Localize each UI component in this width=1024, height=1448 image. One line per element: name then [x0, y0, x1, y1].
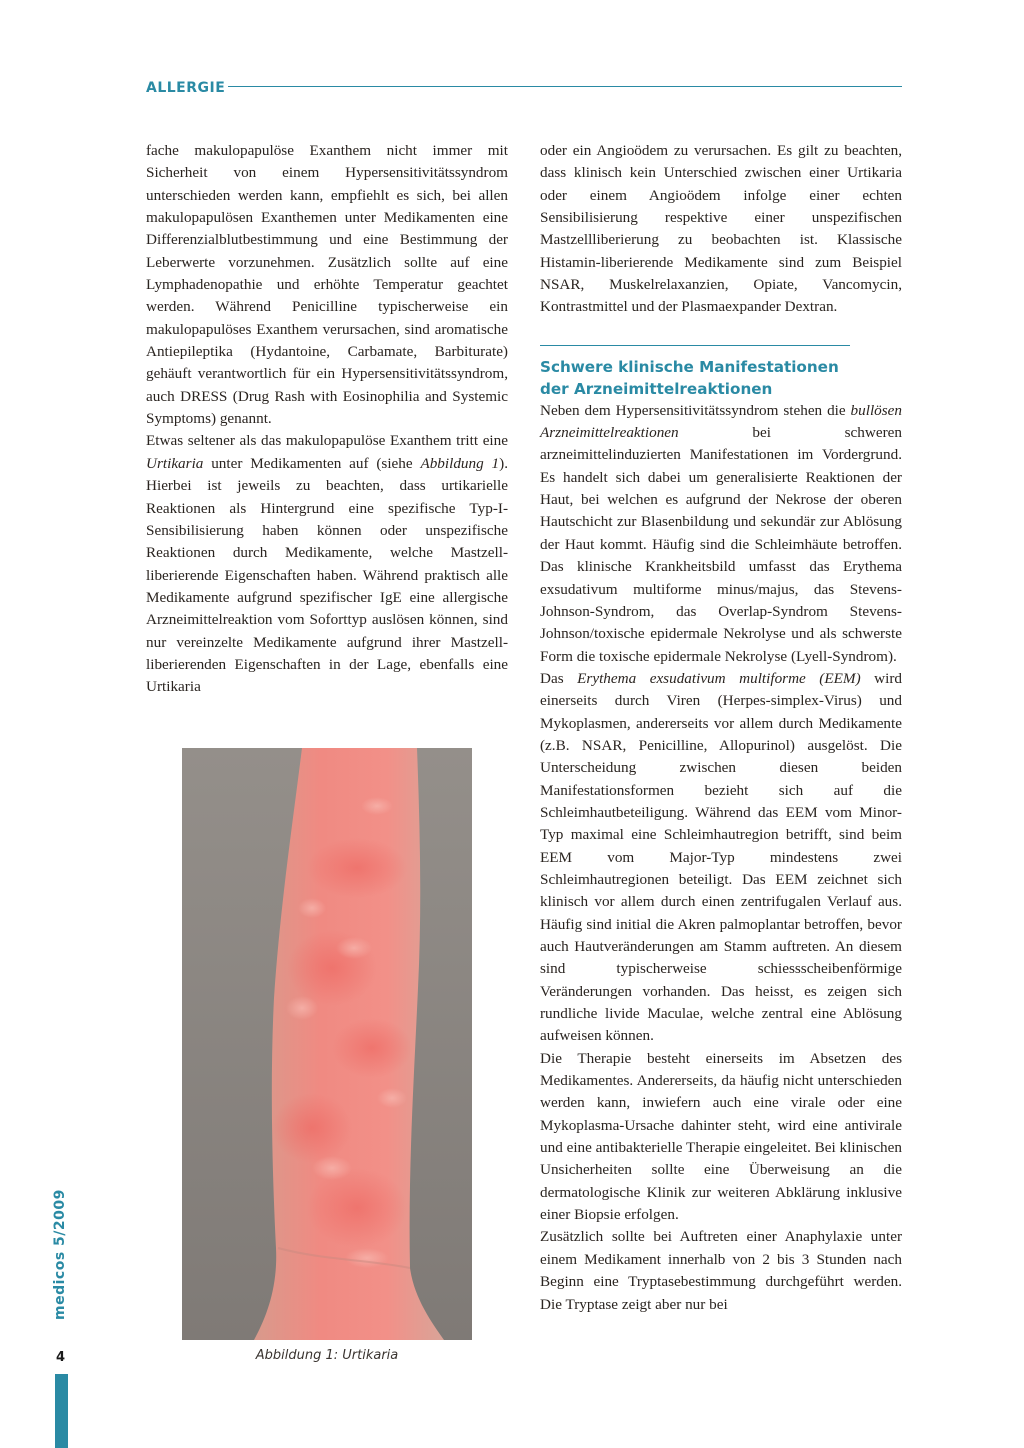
right-column [540, 140, 902, 1316]
section-heading-line1: Schwere klinische Manifestationen [540, 357, 839, 376]
urticaria-photo [182, 748, 472, 1340]
emphasis-text: Urtikaria [146, 454, 204, 472]
emphasis-text: Abbildung 1 [420, 454, 500, 472]
body-text: Zusätzlich sollte bei Auftreten einer Anaphylaxie unter einem Medikament innerhalb von 2 bis 3 Stunden nach Beginn eine Tryptasebestimmung durchgeführt werden. Die Tryptase zeigt aber nur bei [540, 1228, 902, 1313]
body-text: wird einerseits durch Viren (Herpes-simplex-Virus) und Mykoplasmen, andererseits vor allem durch Medikamente (z.B. NSAR, Penicilline, Allopurinol) ausgelöst. Die Unterscheidung zwischen diesen beiden Manifestationsformen bezieht sich auf die Schleimhautbeteiligung. Während das EEM vom Minor-Typ maximal eine Schleimhautregion betrifft, sind beim EEM vom Major-Typ mindestens zwei Schleimhautregionen beteiligt. Das EEM zeichnet sich klinisch vor allem durch einen zentrifugalen Verlauf aus. Häufig sind initial die Akren palmoplantar betroffen, bevor auch Hautveränderungen am Stamm auftreten. An diesem sind typischerweise schiessscheibenförmige Veränderungen vorhanden. Das heisst, es zeigen sich rundliche livide Maculae, welche zentral eine Ablösung aufweisen können. [540, 669, 902, 1045]
figure-caption: Abbildung 1: Urtikaria [255, 1348, 399, 1363]
header-rule [228, 86, 902, 87]
body-text: Etwas seltener als das makulopapulöse Exanthem tritt eine [146, 432, 508, 450]
section-heading [540, 356, 902, 400]
accent-bar [55, 1374, 68, 1448]
right-column-body [540, 400, 902, 1316]
paragraph [146, 140, 508, 430]
section-divider [540, 345, 850, 346]
body-text: ). Hierbei ist jeweils zu beachten, dass urtikarielle Reaktionen als Hintergrund eine spezifische Typ-I-Sensibilisierung haben können oder unspezifische Reaktionen durch Medikamente, welche Mastzell-liberierende Eigenschaften haben. Während praktisch alle Medikamente aufgrund spezifischer IgE eine allergische Arzneimittelreaktion vom Soforttyp auslösen können, sind nur vereinzelte Medikamente aufgrund ihrer Mastzell-liberierenden Eigenschaften in der Lage, ebenfalls eine Urtikaria [146, 454, 508, 696]
paragraph [540, 668, 902, 1048]
left-column [146, 140, 508, 699]
page-number: 4 [56, 1350, 66, 1365]
section-label: ALLERGIE [146, 80, 226, 96]
paragraph [540, 1226, 902, 1315]
paragraph [146, 430, 508, 698]
body-text: unter Medikamenten auf (siehe [203, 454, 421, 472]
emphasis-text: Erythema exsudativum multiforme (EEM) [577, 669, 861, 687]
paragraph [540, 400, 902, 668]
body-text: fache makulopapulöse Exanthem nicht immer mit Sicherheit von einem Hypersensitivitätssyndrom unterschieden werden kann, empfiehlt es sich, bei allen makulopapulösen Exanthemen unter Medikamenten eine Differenzialblutbestimmung und eine Bestimmung der Leberwerte vorzunehmen. Zusätzlich sollte auf eine Lymphadenopathie und erhöhte Temperatur geachtet werden. Während Penicilline typischerweise ein makulopapulöses Exanthem verursachen, sind aromatische Antiepileptika (Hydantoine, Carbamate, Barbiturate) gehäuft verantwortlich für ein Hypersensitivitätssyndrom, auch DRESS (Drug Rash with Eosinophilia and Systemic Symptoms) genannt. [146, 142, 508, 428]
body-text: oder ein Angioödem zu verursachen. Es gilt zu beachten, dass klinisch kein Unterschied zwischen einer Urtikaria oder einem Angioödem infolge einer echten Sensibilisierung respektive einer unspezifischen Mastzellliberierung zu beobachten ist. Klassische Histamin-liberierende Medikamente sind zum Beispiel NSAR, Muskelrelaxanzien, Opiate, Vancomycin, Kontrastmittel und der Plasmaexpander Dextran. [540, 142, 902, 316]
body-text: bei schweren arzneimittelinduzierten Manifestationen im Vordergrund. Es handelt sich dabei um generalisierte Reaktionen der Haut, bei welchen es aufgrund der Nekrose der oberen Hautschicht zur Blasenbildung und sekundär zur Ablösung der Haut kommt. Häufig sind die Schleimhäute betroffen. Das klinische Krankheitsbild umfasst das Erythema exsudativum multiforme minus/majus, das Stevens-Johnson-Syndrom, das Overlap-Syndrom Stevens-Johnson/toxische epidermale Nekrolyse und als schwerste Form die toxische epidermale Nekrolyse (Lyell-Syndrom). [540, 424, 902, 665]
right-column-top [540, 140, 902, 319]
body-text: Das [540, 669, 578, 687]
journal-issue-text: medicos 5/2009 [52, 1189, 68, 1320]
emphasis-text: bullösen Arzneimittelreaktionen [540, 401, 902, 442]
body-text: Die Therapie besteht einerseits im Absetzen des Medikamentes. Andererseits, da häufig nicht unterschieden werden kann, inwiefern auch eine virale oder eine Mykoplasma-Ursache dahinter steht, wird eine antivirale und eine antibakterielle Therapie eingeleitet. Bei klinischen Unsicherheiten sollte eine Überweisung an die dermatologische Klinik zur weiteren Abklärung inklusive einer Biopsie erfolgen. [540, 1049, 902, 1224]
paragraph [540, 140, 902, 319]
section-heading-line2: der Arzneimittelreaktionen [540, 379, 773, 398]
body-text: Neben dem Hypersensitivitätssyndrom stehen die [540, 401, 851, 419]
journal-issue [50, 1188, 70, 1320]
paragraph [540, 1048, 902, 1227]
